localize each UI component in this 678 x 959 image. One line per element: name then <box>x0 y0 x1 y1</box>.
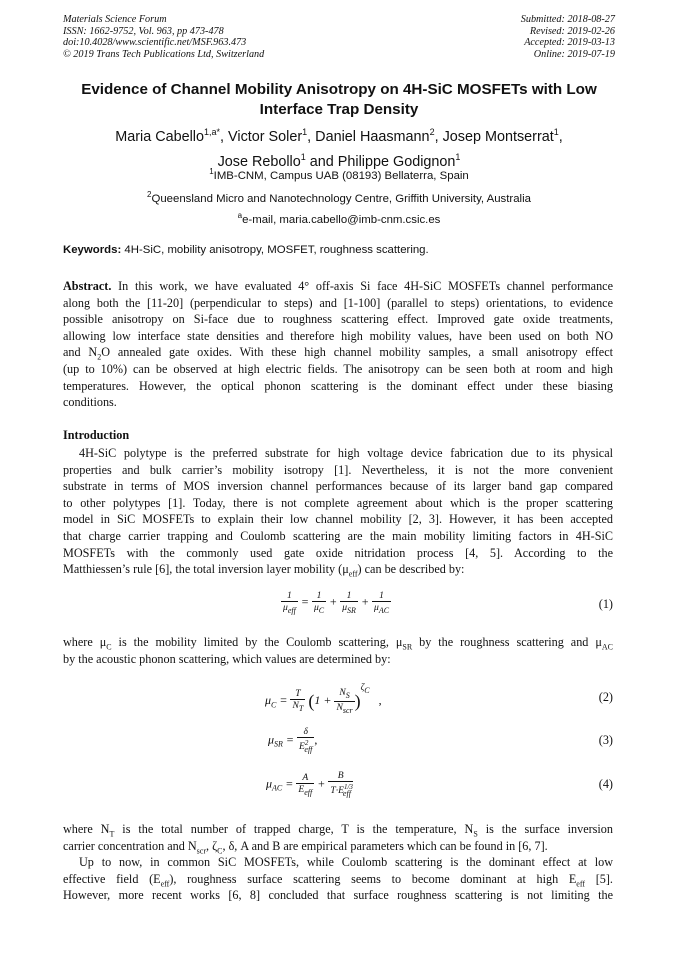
abstract-line: possible anisotropy on Si-face due to roughness scattering effect. Improved gate oxide treatments, <box>63 312 613 327</box>
email-line <box>40 211 638 226</box>
subscript: AC <box>601 642 613 651</box>
revised-date: Revised: 2019-02-26 <box>529 25 615 37</box>
abstract-line: conditions. <box>63 395 117 410</box>
author-sup: 2 <box>429 127 435 137</box>
subscript: eff <box>348 569 358 579</box>
text: where μ <box>63 635 107 649</box>
affil-text: IMB-CNM, Campus UAB (08193) Bellaterra, Spain <box>213 169 469 182</box>
equation-number: (2) <box>598 690 613 704</box>
author-sup: 1 <box>302 127 308 137</box>
text: , δ, A and B are empirical parameters which can be found in [6, 7]. <box>222 838 548 853</box>
text: Matthiessen’s rule [6], the total inversion layer mobility (μ <box>63 562 349 577</box>
title-line-1: Evidence of Channel Mobility Anisotropy on 4H-SiC MOSFETs with Low <box>81 81 597 98</box>
intro-line: that charge carrier trapping and Coulomb scattering are the main mobility limiting factors in 4H-SiC <box>63 528 613 543</box>
where-line: However, more recent works [6, 8] concluded that surface roughness scattering is not limiting the <box>63 888 613 903</box>
abstract-line: temperatures. However, the optical phonon scattering is the dominant effect under these biasing <box>63 378 613 393</box>
author-sup: 1 <box>553 127 559 137</box>
text: O annealed gate oxides. With these high channel mobility samples, a small anisotropy effect <box>101 345 613 360</box>
title-line-2: Interface Trap Density <box>259 101 419 118</box>
abstract-line: along both the [11-20] (perpendicular to steps) and [1-100] (parallel to steps) orientations, to evidence <box>63 295 613 310</box>
author-and: and <box>309 153 334 170</box>
keywords-label: Keywords: <box>63 244 122 256</box>
text: where N <box>63 822 110 836</box>
equation-2: $\mu_C$ = $\frac{T}{N_T}$ (1 + $\frac{N_S}{N_{scr}}$ )$^{\zeta_C}$ , <box>265 682 382 715</box>
online-date: Online: 2019-07-19 <box>533 48 615 60</box>
where-line <box>63 821 613 838</box>
text: by the roughness scattering and μ <box>412 635 602 649</box>
affil-sup: 2 <box>147 190 152 199</box>
author: Josep Montserrat <box>442 128 554 145</box>
subscript: eff <box>576 879 586 888</box>
email-text: e-mail, maria.cabello@imb-cnm.csic.es <box>242 213 441 226</box>
text: is the mobility limited by the Coulomb scattering, μ <box>111 635 403 649</box>
text: ), roughness surface scattering seems to become dominant at high E <box>169 871 577 886</box>
subscript: SR <box>402 642 413 651</box>
author-sup: 1 <box>300 151 306 162</box>
doi: doi:10.4028/www.scientific.net/MSF.963.473 <box>63 37 247 49</box>
where-line <box>63 634 613 651</box>
subscript: scr <box>196 846 206 856</box>
abstract-line: allowing low interface state densities and therefore high mobility values, have been used on both NO <box>63 328 613 343</box>
text: , ζ <box>205 838 218 853</box>
subscript: S <box>473 829 478 838</box>
where-line: Up to now, in common SiC MOSFETs, while Coulomb scattering is the dominant effect at low <box>79 855 613 870</box>
where-line <box>63 838 613 855</box>
subscript: C <box>106 642 112 651</box>
equation-4: $\mu_{AC}$ = $\frac{A}{E_{eff}}$ + $\frac{B}{T\cdot E^{1/3}_{eff}}$ <box>266 770 353 799</box>
subscript: eff <box>160 879 170 888</box>
where-paragraph-1 <box>63 634 613 667</box>
fraction: $\frac{1}{\mu_{AC}}$ <box>374 590 390 615</box>
issn: ISSN: 1662-9752, Vol. 963, pp 473-478 <box>63 25 224 37</box>
affiliation-2 <box>40 190 638 205</box>
subscript: T <box>109 829 115 838</box>
where-line <box>63 871 613 888</box>
equation-3: $\mu_{SR}$ = $\frac{\delta}{E^2_{eff}}$ , <box>268 726 318 755</box>
author: Jose Rebollo <box>217 153 301 170</box>
affil-text: Queensland Micro and Nanotechnology Centre, Griffith University, Australia <box>151 192 531 205</box>
fraction: $\frac{B}{T\cdot E^{1/3}_{eff}}$ <box>330 770 353 799</box>
abstract-line: (up to 10%) can be observed at high electric fields. The anisotropy can be seen both at room and high <box>63 361 613 376</box>
text: is the surface inversion <box>477 822 613 836</box>
fraction: $\frac{1}{\mu_{SR}}$ <box>342 590 356 615</box>
affil-sup: 1 <box>209 167 214 176</box>
equation-number: (3) <box>598 733 613 747</box>
intro-paragraph <box>63 445 613 578</box>
abstract-line <box>63 278 613 295</box>
affil-sup: a <box>237 211 243 220</box>
abstract-label: Abstract. <box>63 279 112 293</box>
abstract-line <box>63 344 613 361</box>
text: [5]. <box>585 871 613 886</box>
accepted-date: Accepted: 2019-03-13 <box>524 37 615 49</box>
paper-title <box>40 80 638 120</box>
equation-1: $\frac{1}{\mu_{eff}}$ = $\frac{1}{\mu_C}$ + $\frac{1}{\mu_{SR}}$ + $\frac{1}{\mu_{AC}}$ <box>283 590 390 615</box>
author: Victor Soler <box>228 128 303 145</box>
journal-name: Materials Science Forum <box>63 14 167 25</box>
subscript: C <box>217 846 223 856</box>
intro-line <box>63 561 613 578</box>
intro-line: properties and bulk carrier’s mobility isotropy [1]. Nevertheless, it is not the more convenient <box>63 462 613 477</box>
keywords-text: 4H-SiC, mobility anisotropy, MOSFET, roughness scattering. <box>124 244 429 256</box>
fraction: $\frac{T}{N_T}$ <box>292 688 304 714</box>
submitted-date: Submitted: 2018-08-27 <box>520 14 615 25</box>
author: Maria Cabello <box>115 128 205 145</box>
text: carrier concentration and N <box>63 838 197 853</box>
author-list: Maria Cabello$^{1,a*}$, Victor Soler$^1$, Daniel Haasmann$^2$, Josep Montserrat$^1$, Jose Rebollo$^1$ and Philippe Godignon$^1$ <box>115 127 563 170</box>
text: and N <box>63 345 98 360</box>
fraction: $\frac{A}{E_{eff}}$ <box>298 771 313 797</box>
subscript: 2 <box>97 352 102 361</box>
author: Philippe Godignon <box>337 153 456 170</box>
equation-number: (1) <box>598 597 613 611</box>
keywords <box>63 244 429 256</box>
journal-header-left <box>63 14 264 60</box>
text: ) can be described by: <box>357 562 465 577</box>
journal-header-right <box>521 14 615 60</box>
where-line: by the acoustic phonon scattering, which values are determined by: <box>63 651 391 666</box>
author-sup: 1,a* <box>204 127 221 137</box>
intro-line: model in SiC MOSFETs to explain their low channel mobility [2, 3]. However, it has been accepted <box>63 512 613 527</box>
section-heading: Introduction <box>63 428 130 442</box>
intro-line: MOSFETs with the commonly used gate oxide nitridation process [4, 5]. According to the <box>63 545 613 560</box>
equation-number: (4) <box>598 777 613 791</box>
text: In this work, we have evaluated 4° off-axis Si face 4H-SiC MOSFETs channel performance <box>118 279 613 293</box>
intro-line: to other polytypes [1]. Today, there is not complete agreement about which is the proper scattering <box>63 495 613 510</box>
fraction: $\frac{1}{\mu_C}$ <box>313 590 325 615</box>
affiliation-1 <box>40 167 638 182</box>
text: effective field (E <box>63 871 161 886</box>
fraction: $\frac{1}{\mu_{eff}}$ <box>283 590 296 615</box>
text: is the total number of trapped charge, T is the temperature, N <box>114 822 474 836</box>
fraction: $\frac{N_S}{N_{scr}}$ <box>336 686 353 715</box>
intro-line: substrate in terms of MOS inversion channel performances because of its larger band gap compared <box>63 479 613 494</box>
abstract <box>63 278 613 411</box>
intro-line: 4H-SiC polytype is the preferred substrate for high voltage device fabrication due to its physical <box>79 446 613 460</box>
copyright: © 2019 Trans Tech Publications Ltd, Switzerland <box>63 48 265 60</box>
where-paragraph-2 <box>63 821 613 904</box>
author: Daniel Haasmann <box>315 128 430 145</box>
fraction: $\frac{\delta}{E^2_{eff}}$ <box>299 726 313 755</box>
author-sup: 1 <box>455 151 461 162</box>
